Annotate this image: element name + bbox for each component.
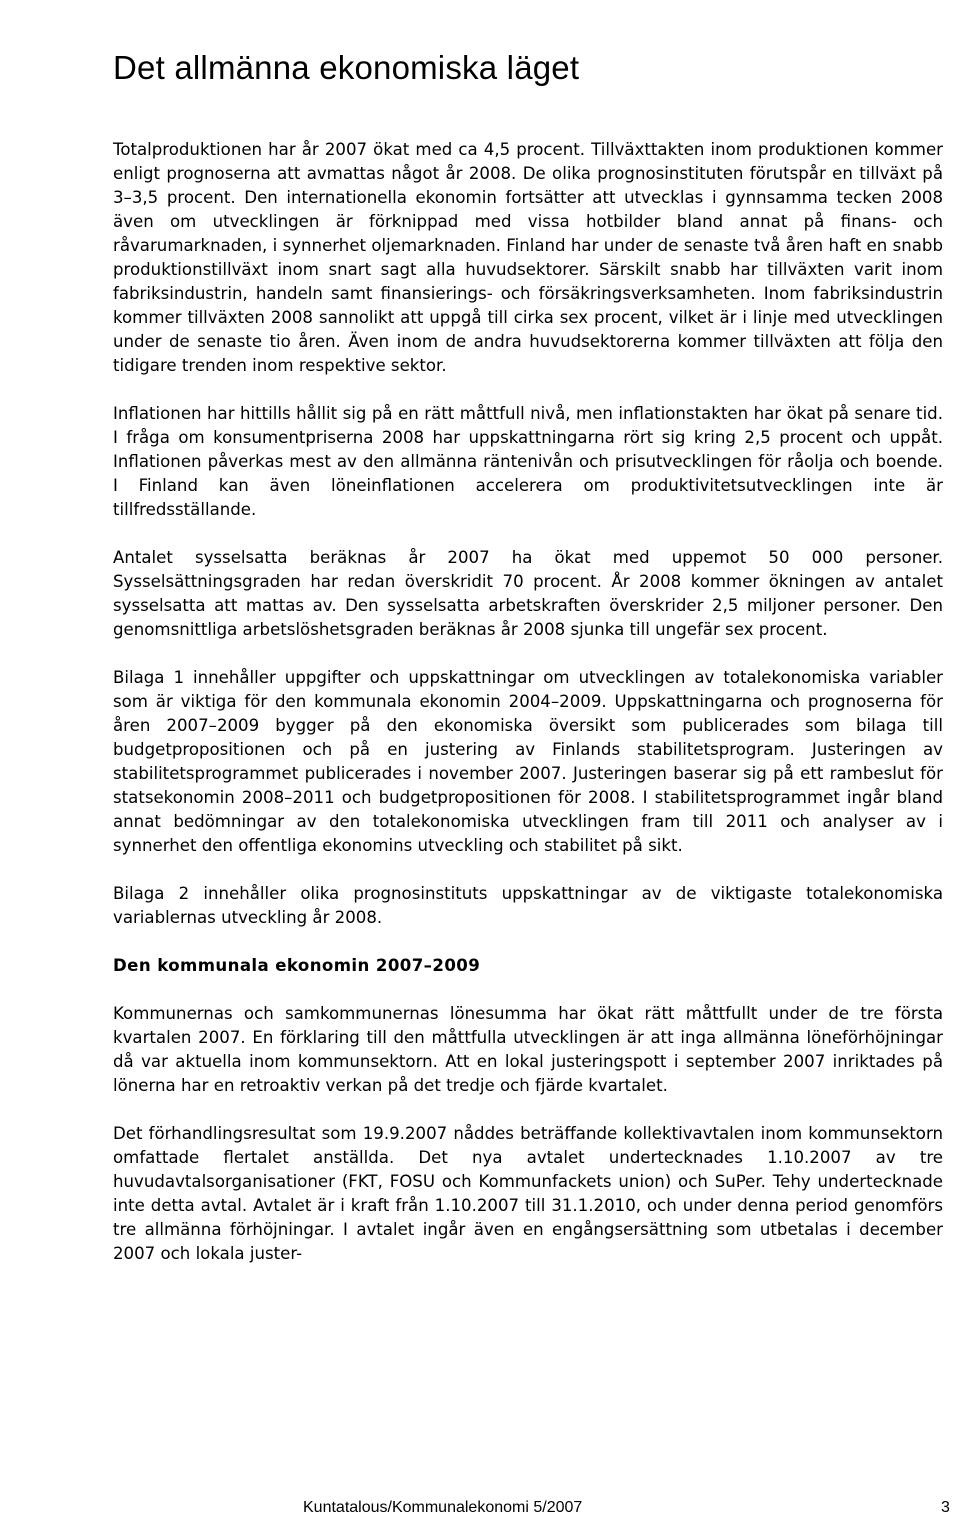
paragraph-wage-sum: Kommunernas och samkommunernas lönesumma har ökat rätt måttfullt under de tre första kvartalen 2007. En förklaring till den måttfulla utvecklingen är att inga allmänna löneförhöjningar då var aktuella inom kommunsektorn. Att en lokal justeringspott i september 2007 inriktades på lönerna har en retroaktiv verkan på det tredje och fjärde kvartalet. [113,1004,943,1095]
document-page [113,40,943,1290]
document-body [113,138,943,1266]
paragraph-employment: Antalet sysselsatta beräknas år 2007 ha ökat med uppemot 50 000 personer. Sysselsättningsgraden har redan överskridit 70 procent. År 2008 kommer ökningen av antalet sysselsatta att mattas av. Den sysselsatta arbetskraften överskrider 2,5 miljoner personer. Den genomsnittliga arbetslöshetsgraden beräknas år 2008 sjunka till ungefär sex procent. [113,548,943,639]
paragraph-inflation: Inflationen har hittills hållit sig på en rätt måttfull nivå, men inflationstakten har ökat på senare tid. I fråga om konsumentpriserna 2008 har uppskattningarna rört sig kring 2,5 procent och uppåt. Inflationen påverkas mest av den allmänna räntenivån och prisutvecklingen för råolja och boende. I Finland kan även löneinflationen accelerera om produktivitetsutvecklingen inte är tillfredsställande. [113,404,943,519]
page-title: Det allmänna ekonomiska läget [113,49,580,86]
paragraph-negotiation-result: Det förhandlingsresultat som 19.9.2007 nåddes beträffande kollektivavtalen inom kommunsektorn omfattade flertalet anställda. Det nya avtalet undertecknades 1.10.2007 av tre huvudavtalsorganisationer (FKT, FOSU och Kommunfackets union) och SuPer. Tehy undertecknade inte detta avtal. Avtalet är i kraft från 1.10.2007 till 31.1.2010, och under denna period genomförs tre allmänna förhöjningar. I avtalet ingår även en engångsersättning som utbetalas i december 2007 och lokala juster- [113,1124,943,1263]
paragraph-total-production: Totalproduktionen har år 2007 ökat med ca 4,5 procent. Tillväxttakten inom produktionen kommer enligt prognoserna att avmattas något år 2008. De olika prognosinstituten förutspår en tillväxt på 3–3,5 procent. Den internationella ekonomin fortsätter att utvecklas i gynnsamma tecken 2008 även om utvecklingen är förknippad med vissa hotbilder bland annat på finans- och råvarumarknaden, i synnerhet oljemarknaden. Finland har under de senaste två åren haft en snabb produktionstillväxt inom snart sagt alla huvudsektorer. Särskilt snabb har tillväxten varit inom fabriksindustrin, handeln samt finansierings- och försäkringsverksamheten. Inom fabriksindustrin kommer tillväxten 2008 sannolikt att uppgå till cirka sex procent, vilket är i linje med utvecklingen under de senaste tio åren. Även inom de andra huvudsektorerna kommer tillväxten att följa den tidigare trenden inom respektive sektor. [113,140,943,375]
paragraph-appendix-2: Bilaga 2 innehåller olika prognosinstituts uppskattningar av de viktigaste totalekonomiska variablernas utveckling år 2008. [113,884,943,927]
paragraph-appendix-1: Bilaga 1 innehåller uppgifter och uppskattningar om utvecklingen av totalekonomiska variabler som är viktiga för den kommunala ekonomin 2004–2009. Uppskattningarna och prognoserna för åren 2007–2009 bygger på den ekonomiska översikt som publicerades som bilaga till budgetpropositionen och på en justering av Finlands stabilitetsprogram. Justeringen av stabilitetsprogrammet publicerades i november 2007. Justeringen baserar sig på ett rambeslut för statsekonomin 2008–2011 och budgetpropositionen för 2008. I stabilitetsprogrammet ingår bland annat bedömningar av den totalekonomiska utvecklingen fram till 2011 och analyser av i synnerhet den offentliga ekonomins utveckling och stabilitet på sikt. [113,668,943,855]
section-heading: Den kommunala ekonomin 2007–2009 [113,956,481,975]
page-number: 3 [941,1499,950,1516]
footer-publication: Kuntatalous/Kommunalekonomi 5/2007 [303,1499,583,1516]
page-footer [0,1496,960,1520]
